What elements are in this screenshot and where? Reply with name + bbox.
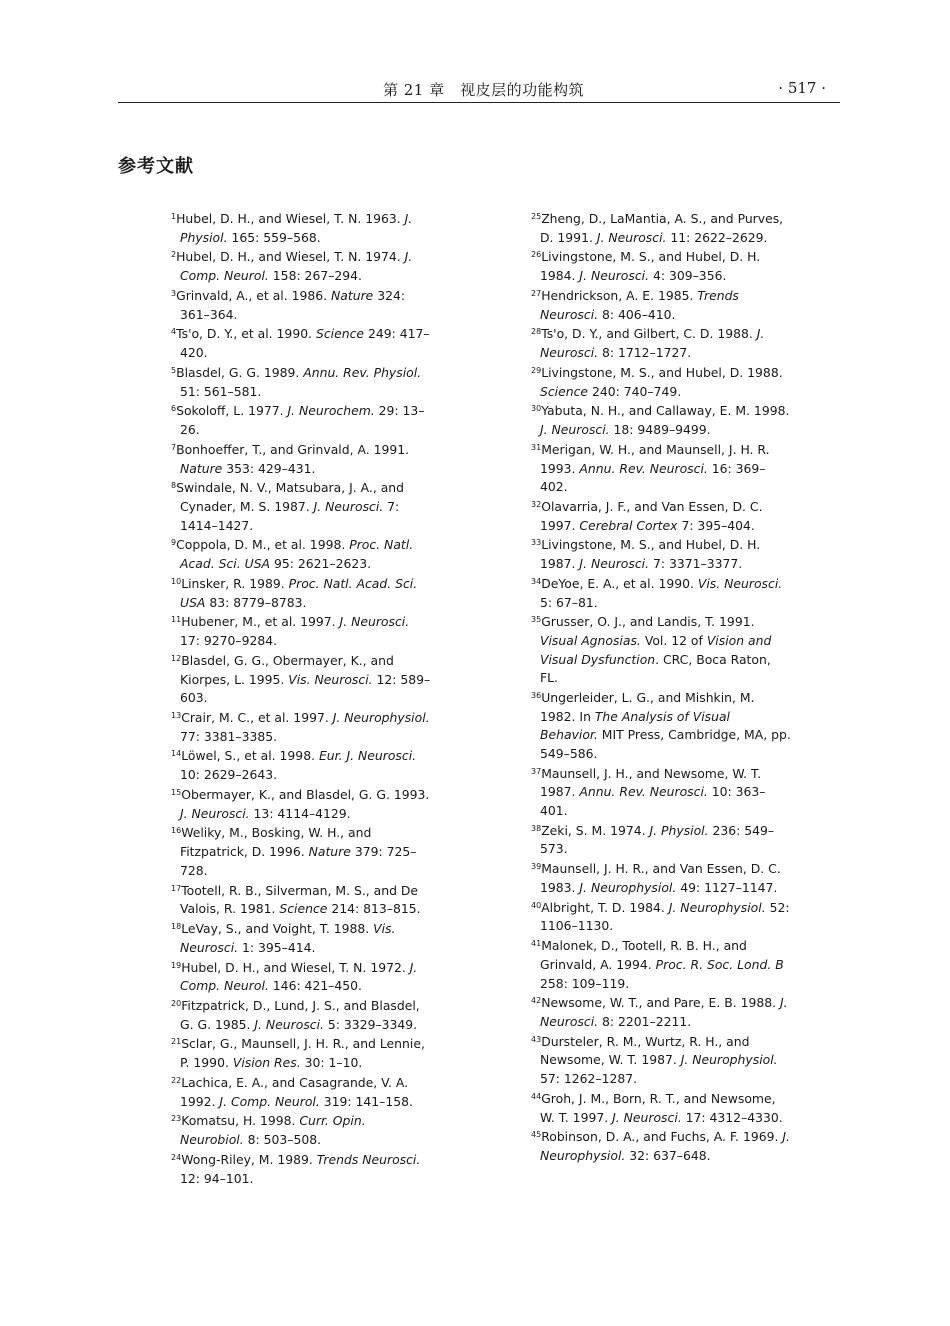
ref-authors: Hubel, D. H., and Wiesel, T. N. 1974. [176, 249, 405, 265]
ref-journal: Trends Neurosci. [540, 287, 739, 322]
ref-details: 57: 1262–1287. [540, 1071, 638, 1087]
ref-details: 7: 395–404. [677, 517, 755, 533]
ref-journal: Proc. Natl. Acad. Sci. USA [180, 537, 414, 572]
ref-details: 258: 109–119. [540, 975, 630, 991]
ref-authors: Livingstone, M. S., and Hubel, D. 1988. [541, 364, 783, 380]
ref-details: 319: 141–158. [319, 1093, 413, 1109]
reference-entry [171, 402, 431, 439]
ref-journal: Annu. Rev. Physiol. [303, 364, 422, 380]
ref-journal: J. Neurophysiol. [680, 1052, 778, 1068]
ref-journal: J. Neurosci. [596, 229, 667, 245]
reference-entry [171, 210, 431, 247]
ref-number: 27 [531, 288, 542, 298]
reference-entry [531, 498, 791, 535]
reference-entry [171, 997, 431, 1034]
ref-journal: Annu. Rev. Neurosci. [579, 460, 708, 476]
ref-number: 9 [171, 538, 177, 548]
ref-journal: J. Neurosci. [540, 422, 610, 438]
ref-number: 2 [171, 250, 177, 260]
ref-details: 51: 561–581. [180, 383, 262, 399]
reference-entry [531, 899, 791, 936]
ref-authors: Hubener, M., et al. 1997. [181, 614, 340, 630]
ref-number: 16 [171, 826, 182, 836]
ref-authors: Crair, M. C., et al. 1997. [181, 710, 333, 725]
ref-number: 13 [171, 711, 182, 720]
ref-journal: J. Comp. Neurol. [180, 249, 413, 284]
ref-authors: Sokoloff, L. 1977. [176, 403, 288, 419]
ref-authors: Tootell, R. B., Silverman, M. S., and De Valois, R. 1981. [180, 882, 419, 917]
ref-details: 1: 395–414. [238, 939, 316, 955]
ref-journal: Vis. Neurosci. [288, 671, 373, 687]
ref-number: 25 [531, 212, 542, 221]
reference-entry [531, 994, 791, 1031]
ref-number: 23 [171, 1114, 182, 1124]
reference-entry [531, 364, 791, 401]
section-title: 参考文献 [118, 156, 194, 177]
ref-authors: Newsome, W. T., and Pare, E. B. 1988. [541, 995, 781, 1011]
ref-number: 41 [531, 939, 542, 949]
ref-number: 10 [171, 576, 182, 586]
ref-number: 15 [171, 787, 182, 797]
ref-journal: Proc. Natl. Acad. Sci. USA [180, 575, 418, 610]
ref-number: 36 [531, 691, 542, 701]
references-right-column [531, 210, 791, 1167]
ref-details: 236: 549–573. [540, 822, 775, 857]
reference-entry [171, 1151, 431, 1188]
ref-details: 13: 4114–4129. [249, 805, 351, 821]
ref-authors: Bonhoeffer, T., and Grinvald, A. 1991. [176, 441, 410, 457]
reference-entry [531, 1090, 791, 1127]
reference-entry [531, 937, 791, 993]
ref-journal: The Analysis of Visual Behavior. [540, 708, 730, 743]
ref-details: 8: 1712–1727. [598, 345, 692, 361]
ref-journal: J. Neurosci. [540, 995, 788, 1029]
ref-details: 7: 3371–3377. [649, 556, 743, 572]
ref-journal: J. Neurochem. [287, 403, 375, 419]
reference-entry [531, 1128, 791, 1165]
ref-authors: Ungerleider, L. G., and Mishkin, M. 1982. In [540, 690, 755, 724]
ref-number: 42 [531, 996, 542, 1006]
ref-number: 19 [171, 960, 182, 970]
ref-authors: Lachica, E. A., and Casagrande, V. A. 1992. [180, 1074, 409, 1109]
ref-journal: J. Neurosci. [579, 268, 650, 284]
reference-entry [531, 248, 791, 285]
ref-details: 29: 13–26. [180, 403, 425, 438]
reference-entry [531, 536, 791, 573]
ref-journal: J. Neurophysiol. [332, 710, 430, 725]
ref-details: 8: 2201–2211. [598, 1013, 692, 1029]
ref-journal: Trends Neurosci. [316, 1151, 421, 1167]
ref-authors: Olavarria, J. F., and Van Essen, D. C. 1997. [540, 498, 763, 533]
ref-number: 20 [171, 998, 182, 1008]
ref-journal: J. Neurosci. [313, 498, 384, 514]
page-number: · 517 · [778, 79, 826, 97]
ref-details: 379: 725–728. [180, 844, 417, 878]
ref-authors: Fitzpatrick, D., Lund, J. S., and Blasdel, G. G. 1985. [180, 997, 420, 1032]
reference-entry [531, 689, 791, 763]
ref-journal: J. Neurosci. [612, 1109, 682, 1125]
reference-entry [171, 287, 431, 324]
ref-authors: Dursteler, R. M., Wurtz, R. H., and Newsome, W. T. 1987. [540, 1033, 750, 1068]
ref-journal: Eur. J. Neurosci. [318, 748, 417, 764]
ref-details: 16: 369–402. [540, 460, 766, 495]
reference-entry [171, 1035, 431, 1072]
ref-details: Vol. 12 of [640, 633, 707, 649]
ref-details: 324: 361–364. [180, 287, 406, 322]
ref-number: 7 [171, 442, 177, 452]
ref-details: 12: 94–101. [180, 1170, 254, 1186]
ref-journal: Annu. Rev. Neurosci. [579, 784, 708, 800]
ref-journal: J. Comp. Neurol. [180, 959, 418, 994]
ref-journal: Science [279, 901, 328, 917]
reference-entry [531, 402, 791, 439]
ref-details: 11: 2622–2629. [666, 229, 768, 245]
ref-journal: J. Physiol. [180, 211, 413, 245]
header-rule [118, 102, 840, 103]
ref-authors: Merigan, W. H., and Maunsell, J. H. R. 1993. [540, 441, 770, 476]
reference-entry [531, 765, 791, 821]
ref-number: 35 [531, 615, 542, 625]
reference-entry [531, 822, 791, 859]
ref-number: 18 [171, 922, 182, 932]
reference-entry [171, 959, 431, 996]
ref-details: 10: 2629–2643. [180, 767, 278, 783]
ref-number: 12 [171, 653, 182, 663]
ref-journal: Cerebral Cortex [579, 517, 678, 533]
ref-number: 43 [531, 1034, 542, 1044]
ref-journal: Vision Res. [232, 1055, 301, 1071]
reference-entry [171, 536, 431, 573]
ref-number: 38 [531, 823, 542, 833]
ref-journal: J. Neurosci. [180, 805, 250, 821]
ref-details: 249: 417–420. [180, 326, 430, 361]
ref-journal: Science [540, 383, 589, 399]
ref-journal: J. Neurophysiol. [668, 899, 766, 915]
ref-authors: Linsker, R. 1989. [181, 575, 289, 591]
ref-number: 29 [531, 365, 542, 375]
ref-authors: Sclar, G., Maunsell, J. H. R., and Lennie, P. 1990. [180, 1036, 425, 1071]
reference-entry [171, 709, 431, 746]
ref-authors: Yabuta, N. H., and Callaway, E. M. 1998. [541, 403, 790, 419]
ref-number: 28 [531, 327, 542, 337]
ref-journal: J. Neurosci. [579, 556, 650, 572]
ref-authors: Swindale, N. V., Matsubara, J. A., and Cynader, M. S. 1987. [176, 480, 405, 514]
ref-authors: Hendrickson, A. E. 1985. [541, 287, 698, 303]
ref-journal: J. Neurophysiol. [579, 879, 677, 895]
ref-number: 17 [171, 883, 182, 893]
reference-entry [171, 325, 431, 362]
ref-authors: Maunsell, J. H., and Newsome, W. T. 1987. [540, 765, 762, 800]
reference-entry [171, 441, 431, 478]
reference-entry [531, 1033, 791, 1089]
ref-journal: Nature [331, 287, 374, 303]
reference-entry [531, 287, 791, 324]
reference-entry [531, 613, 791, 687]
ref-number: 45 [531, 1130, 542, 1140]
ref-journal: J. Neurosci. [339, 614, 410, 630]
reference-entry [531, 860, 791, 897]
ref-authors: Maunsell, J. H. R., and Van Essen, D. C. 1983. [540, 861, 781, 895]
ref-authors: Albright, T. D. 1984. [541, 899, 669, 915]
ref-journal: Vis. Neurosci. [180, 921, 396, 955]
ref-details: 18: 9489–9499. [609, 422, 711, 438]
chapter-title: 第 21 章 视皮层的功能构筑 [383, 81, 585, 99]
ref-number: 44 [531, 1091, 542, 1101]
reference-entry [531, 210, 791, 247]
ref-authors: Ts'o, D. Y., and Gilbert, C. D. 1988. [541, 326, 757, 342]
ref-journal: Vis. Neurosci. [697, 575, 783, 591]
ref-number: 34 [531, 576, 542, 586]
reference-entry [171, 613, 431, 650]
ref-details: 83: 8779–8783. [205, 594, 307, 610]
reference-entry [171, 479, 431, 535]
references-left-column [171, 210, 431, 1189]
ref-journal: Nature [308, 844, 351, 860]
ref-authors: Blasdel, G. G. 1989. [176, 364, 304, 380]
ref-authors: Robinson, D. A., and Fuchs, A. F. 1969. [541, 1129, 783, 1145]
ref-authors: Hubel, D. H., and Wiesel, T. N. 1963. [176, 211, 405, 226]
ref-authors: Grusser, O. J., and Landis, T. 1991. [541, 614, 755, 630]
ref-number: 21 [171, 1037, 182, 1047]
ref-details: MIT Press, Cambridge, MA, pp. 549–586. [540, 727, 791, 761]
ref-series: Vision and Visual Dysfunction [540, 633, 772, 667]
ref-authors: DeYoe, E. A., et al. 1990. [541, 575, 698, 591]
reference-entry [171, 920, 431, 957]
ref-authors: Hubel, D. H., and Wiesel, T. N. 1972. [181, 959, 410, 975]
reference-entry [171, 364, 431, 401]
reference-entry [171, 1074, 431, 1111]
ref-publisher: . CRC, Boca Raton, FL. [540, 651, 771, 686]
ref-number: 32 [531, 499, 542, 509]
ref-details: 5: 67–81. [540, 594, 598, 610]
ref-details: 49: 1127–1147. [676, 879, 778, 895]
ref-number: 5 [171, 365, 177, 375]
reference-entry [531, 325, 791, 362]
ref-details: 12: 589–603. [180, 671, 431, 706]
ref-journal: Curr. Opin. Neurobiol. [180, 1113, 366, 1148]
ref-details: 17: 4312–4330. [681, 1109, 783, 1125]
ref-number: 4 [171, 327, 177, 337]
ref-authors: LeVay, S., and Voight, T. 1988. [181, 921, 374, 937]
reference-entry [171, 652, 431, 708]
ref-details: 8: 503–508. [243, 1132, 322, 1148]
ref-journal: Proc. R. Soc. Lond. B [655, 956, 784, 972]
ref-details: 214: 813–815. [327, 901, 421, 917]
ref-number: 26 [531, 250, 542, 260]
ref-number: 14 [171, 749, 182, 759]
ref-authors: Livingstone, M. S., and Hubel, D. H. 1987. [540, 537, 761, 572]
ref-number: 1 [171, 212, 177, 221]
page-header [118, 76, 840, 102]
ref-details: 165: 559–568. [227, 229, 321, 245]
ref-number: 3 [171, 288, 177, 298]
ref-number: 37 [531, 766, 542, 776]
ref-authors: Groh, J. M., Born, R. T., and Newsome, W. T. 1997. [540, 1090, 776, 1125]
ref-details: 7: 1414–1427. [180, 498, 400, 533]
ref-authors: Livingstone, M. S., and Hubel, D. H. 1984. [540, 249, 761, 284]
ref-journal: J. Neurosci. [540, 326, 765, 361]
ref-number: 40 [531, 900, 542, 910]
reference-entry [171, 786, 431, 823]
ref-number: 30 [531, 404, 542, 414]
ref-journal: J. Neurosci. [254, 1016, 324, 1032]
ref-authors: Obermayer, K., and Blasdel, G. G. 1993. [181, 786, 430, 802]
reference-entry [171, 575, 431, 612]
ref-journal: J. Neurophysiol. [540, 1129, 790, 1164]
ref-journal: Visual Agnosias. [540, 633, 641, 649]
ref-authors: Malonek, D., Tootell, R. B. H., and Grinvald, A. 1994. [540, 938, 747, 972]
ref-details: 32: 637–648. [625, 1148, 711, 1164]
ref-authors: Grinvald, A., et al. 1986. [176, 287, 332, 303]
ref-number: 22 [171, 1075, 182, 1085]
ref-details: 30: 1–10. [300, 1055, 363, 1071]
ref-authors: Zeki, S. M. 1974. [541, 822, 650, 838]
reference-entry [171, 248, 431, 285]
reference-entry [531, 575, 791, 612]
ref-number: 24 [171, 1152, 182, 1162]
ref-number: 33 [531, 538, 542, 548]
ref-details: 5: 3329–3349. [323, 1016, 418, 1032]
ref-authors: Zheng, D., LaMantia, A. S., and Purves, D. 1991. [540, 211, 784, 245]
ref-authors: Komatsu, H. 1998. [181, 1113, 300, 1129]
ref-details: 95: 2621–2623. [270, 556, 372, 572]
ref-number: 8 [171, 481, 177, 491]
reference-entry [171, 1112, 431, 1149]
reference-entry [531, 441, 791, 497]
ref-details: 158: 267–294. [268, 268, 362, 284]
ref-number: 39 [531, 862, 542, 872]
ref-authors: Wong-Riley, M. 1989. [181, 1151, 317, 1167]
reference-entry [171, 824, 431, 880]
ref-details: 52: 1106–1130. [540, 899, 790, 934]
ref-authors: Coppola, D. M., et al. 1998. [176, 537, 350, 553]
ref-authors: Löwel, S., et al. 1998. [181, 748, 319, 764]
reference-entry [171, 882, 431, 919]
ref-details: 4: 309–356. [649, 268, 727, 284]
ref-authors: Ts'o, D. Y., et al. 1990. [176, 326, 316, 342]
ref-journal: Science [315, 326, 365, 342]
ref-details: 240: 740–749. [588, 383, 682, 399]
ref-journal: Nature [180, 460, 223, 476]
ref-journal: J. Physiol. [649, 822, 709, 838]
ref-details: 10: 363–401. [540, 784, 766, 818]
ref-authors: Blasdel, G. G., Obermayer, K., and Kiorpes, L. 1995. [180, 652, 394, 687]
ref-details: 77: 3381–3385. [180, 728, 278, 744]
ref-journal: J. Comp. Neurol. [219, 1093, 320, 1109]
ref-details: 353: 429–431. [222, 460, 316, 476]
reference-entry [171, 747, 431, 784]
ref-authors: Weliky, M., Bosking, W. H., and Fitzpatrick, D. 1996. [180, 825, 372, 860]
ref-number: 6 [171, 404, 177, 414]
ref-details: 17: 9270–9284. [180, 633, 278, 649]
ref-number: 11 [171, 615, 182, 625]
ref-number: 31 [531, 442, 542, 452]
ref-details: 146: 421–450. [268, 978, 362, 994]
ref-details: 8: 406–410. [598, 306, 676, 322]
